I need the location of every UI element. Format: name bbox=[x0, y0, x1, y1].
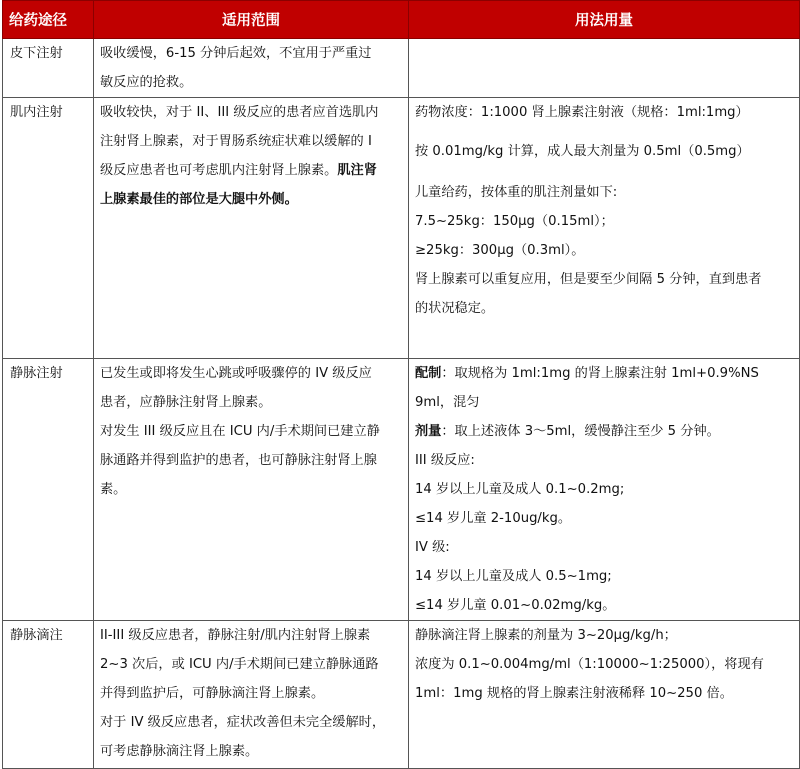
table-row bbox=[3, 39, 800, 98]
scope-line: 吸收缓慢，6-15 分钟后起效，不宜用于严重过 bbox=[100, 46, 372, 61]
table-row bbox=[3, 98, 800, 359]
dosage-line: 14 岁以上儿童及成人 0.1~0.2mg; bbox=[415, 482, 625, 497]
dosage-line: ≤14 岁儿童 0.01~0.02mg/kg。 bbox=[415, 598, 616, 613]
header-row bbox=[3, 1, 800, 39]
dosage-line: 剂量：取上述液体 3～5ml，缓慢静注至少 5 分钟。 bbox=[415, 424, 720, 439]
dosage-cell bbox=[409, 39, 800, 98]
scope-line: 并得到监护后，可静脉滴注肾上腺素。 bbox=[100, 686, 325, 701]
scope-line: 吸收较快，对于 II、III 级反应的患者应首选肌内 bbox=[100, 105, 379, 120]
dosage-line: 9ml，混匀 bbox=[415, 395, 480, 410]
route-cell: 静脉注射 bbox=[3, 359, 94, 621]
scope-line: 可考虑静脉滴注肾上腺素。 bbox=[100, 744, 259, 759]
scope-line: 注射肾上腺素，对于胃肠系统症状难以缓解的 I bbox=[100, 134, 372, 149]
scope-line: II-III 级反应患者，静脉注射/肌内注射肾上腺素 bbox=[100, 628, 371, 643]
scope-line: 患者，应静脉注射肾上腺素。 bbox=[100, 395, 272, 410]
prep-label: 配制 bbox=[415, 366, 442, 381]
header-dosage: 用法用量 bbox=[409, 1, 800, 39]
dosage-line: ≥25kg：300μg（0.3ml）。 bbox=[415, 243, 585, 258]
scope-cell bbox=[94, 39, 409, 98]
dosage-line: 14 岁以上儿童及成人 0.5~1mg; bbox=[415, 569, 612, 584]
dosage-line: IV 级: bbox=[415, 540, 450, 555]
scope-line: 级反应患者也可考虑肌内注射肾上腺素。肌注肾 bbox=[100, 163, 377, 178]
scope-line: 2~3 次后，或 ICU 内/手术期间已建立静脉通路 bbox=[100, 657, 379, 672]
route-cell: 肌内注射 bbox=[3, 98, 94, 359]
dosage-line: 儿童给药，按体重的肌注剂量如下: bbox=[415, 185, 618, 200]
dosage-cell bbox=[409, 359, 800, 621]
dosage-cell bbox=[409, 621, 800, 769]
dosage-line: 浓度为 0.1~0.004mg/ml（1:10000~1:25000），将现有 bbox=[415, 657, 764, 672]
epinephrine-dosage-table bbox=[2, 0, 800, 769]
scope-line: 敏反应的抢救。 bbox=[100, 75, 193, 90]
table-row bbox=[3, 621, 800, 769]
dosage-line: 静脉滴注肾上腺素的剂量为 3~20μg/kg/h； bbox=[415, 628, 677, 643]
dosage-line: 按 0.01mg/kg 计算，成人最大剂量为 0.5ml（0.5mg） bbox=[415, 144, 750, 159]
scope-line: 对于 IV 级反应患者，症状改善但未完全缓解时， bbox=[100, 715, 386, 730]
dosage-line: 肾上腺素可以重复应用，但是要至少间隔 5 分钟，直到患者 bbox=[415, 272, 762, 287]
dosage-line: 7.5~25kg：150μg（0.15ml）； bbox=[415, 214, 614, 229]
scope-cell bbox=[94, 98, 409, 359]
header-route: 给药途径 bbox=[3, 1, 94, 39]
scope-line: 已发生或即将发生心跳或呼吸骤停的 IV 级反应 bbox=[100, 366, 372, 381]
dosage-line: 的状况稳定。 bbox=[415, 301, 495, 316]
scope-cell bbox=[94, 359, 409, 621]
scope-line: 脉通路并得到监护的患者，也可静脉注射肾上腺 bbox=[100, 453, 377, 468]
table-row bbox=[3, 359, 800, 621]
route-cell: 皮下注射 bbox=[3, 39, 94, 98]
dosage-line: 1ml：1mg 规格的肾上腺素注射液稀释 10~250 倍。 bbox=[415, 686, 733, 701]
scope-line: 对发生 III 级反应且在 ICU 内/手术期间已建立静 bbox=[100, 424, 380, 439]
route-cell: 静脉滴注 bbox=[3, 621, 94, 769]
dosage-cell bbox=[409, 98, 800, 359]
dosage-line: III 级反应: bbox=[415, 453, 475, 468]
scope-line: 素。 bbox=[100, 482, 127, 497]
scope-cell bbox=[94, 621, 409, 769]
scope-emphasis: 上腺素最佳的部位是大腿中外侧。 bbox=[100, 192, 298, 207]
scope-line bbox=[100, 185, 403, 214]
dosage-line: 药物浓度：1:1000 肾上腺素注射液（规格：1ml:1mg） bbox=[415, 105, 749, 120]
dosage-line: ≤14 岁儿童 2-10ug/kg。 bbox=[415, 511, 572, 526]
header-scope: 适用范围 bbox=[94, 1, 409, 39]
scope-emphasis: 肌注肾 bbox=[337, 163, 377, 178]
dose-label: 剂量 bbox=[415, 424, 442, 439]
dosage-line: 配制：取规格为 1ml:1mg 的肾上腺素注射 1ml+0.9%NS bbox=[415, 366, 759, 381]
